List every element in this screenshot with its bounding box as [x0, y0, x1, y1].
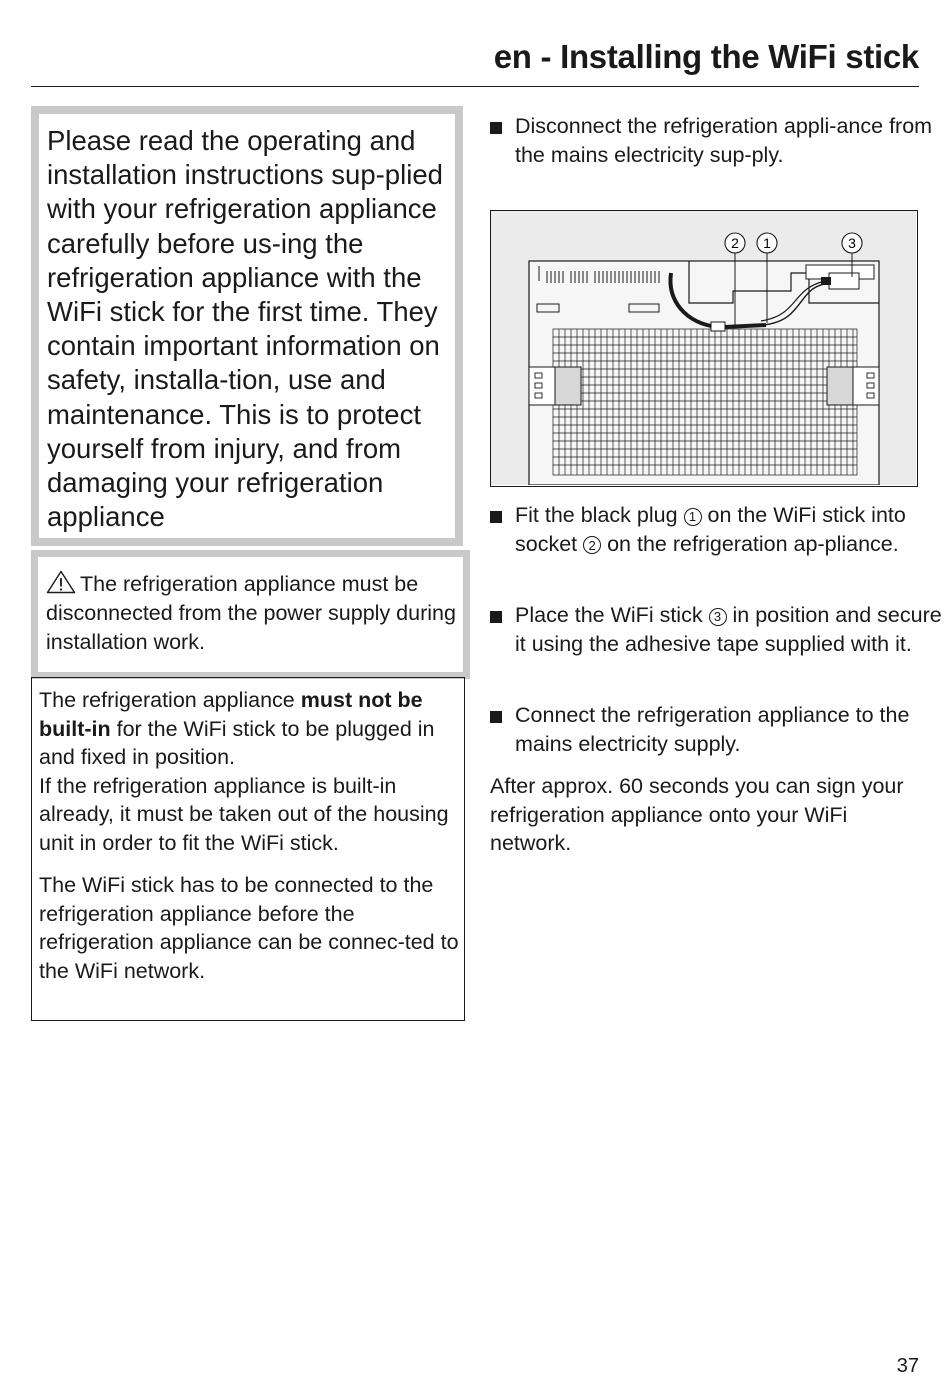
bullet-square-icon — [490, 511, 502, 523]
connection-order-paragraph: The WiFi stick has to be connected to the refrigeration appliance before the refrigeration appliance can be connec-ted to the WiFi network. — [39, 873, 459, 983]
step-place-stick-text-a: Place the WiFi stick — [515, 603, 709, 627]
step-place-stick — [490, 601, 950, 658]
step-fit-plug-text-a: Fit the black plug — [515, 503, 684, 527]
step-fit-plug — [490, 501, 950, 558]
callout-1-label: 1 — [763, 235, 771, 251]
note-text-before: The refrigeration appliance — [39, 688, 301, 712]
callout-3-label: 3 — [848, 235, 856, 251]
installation-figure — [490, 210, 918, 487]
page-title: en - Installing the WiFi stick — [493, 38, 919, 75]
bullet-square-icon — [490, 611, 502, 623]
page-number: 37 — [896, 1355, 919, 1377]
built-in-note-box — [31, 677, 465, 1021]
step-disconnect-text: Disconnect the refrigeration appli-ance from the mains electricity sup-ply. — [515, 114, 933, 167]
warning-paragraph — [46, 570, 463, 657]
after-connection-text: After approx. 60 seconds you can sign your refrigeration appliance onto your WiFi network. — [490, 774, 904, 855]
note-text-after: for the WiFi stick to be plugged in and fixed in position. — [39, 716, 435, 769]
note-bold-text: must not be built-in — [39, 688, 423, 741]
circled-number-1: 1 — [684, 508, 702, 526]
callout-2-label: 2 — [731, 235, 739, 251]
read-instructions-text: Please read the operating and installation instructions sup-plied with your refrigeration appliance carefully before us-ing the refrigeration appliance with the WiFi stick for the first time. They contain important information on safety, installa-tion, use and maintenance. This is to protect yourself from injury, and from damaging your refrigeration appliance — [47, 125, 443, 533]
circled-number-2: 2 — [583, 536, 601, 554]
step-disconnect — [490, 112, 945, 169]
built-in-note-paragraph — [39, 686, 464, 857]
note-text-line2: If the refrigeration appliance is built-in already, it must be taken out of the housing unit in order to fit the WiFi stick. — [39, 773, 449, 855]
warning-box — [31, 550, 470, 679]
bullet-square-icon — [490, 711, 502, 723]
step-fit-plug-text-b: on the WiFi stick into socket — [515, 503, 906, 556]
title-divider — [31, 86, 919, 87]
read-instructions-box — [31, 106, 463, 546]
warning-triangle-icon — [46, 570, 76, 594]
step-connect-mains — [490, 701, 950, 758]
bullet-square-icon — [490, 122, 502, 134]
warning-text: The refrigeration appliance must be disconnected from the power supply during installation work. — [46, 572, 456, 654]
circled-number-3: 3 — [709, 608, 727, 626]
step-fit-plug-text-c: on the refrigeration ap-pliance. — [601, 531, 899, 556]
step-connect-mains-text: Connect the refrigeration appliance to the mains electricity supply. — [515, 703, 910, 756]
appliance-back-illustration — [491, 211, 916, 485]
step-place-stick-text-b: in position and secure it using the adhesive tape supplied with it. — [515, 603, 942, 656]
